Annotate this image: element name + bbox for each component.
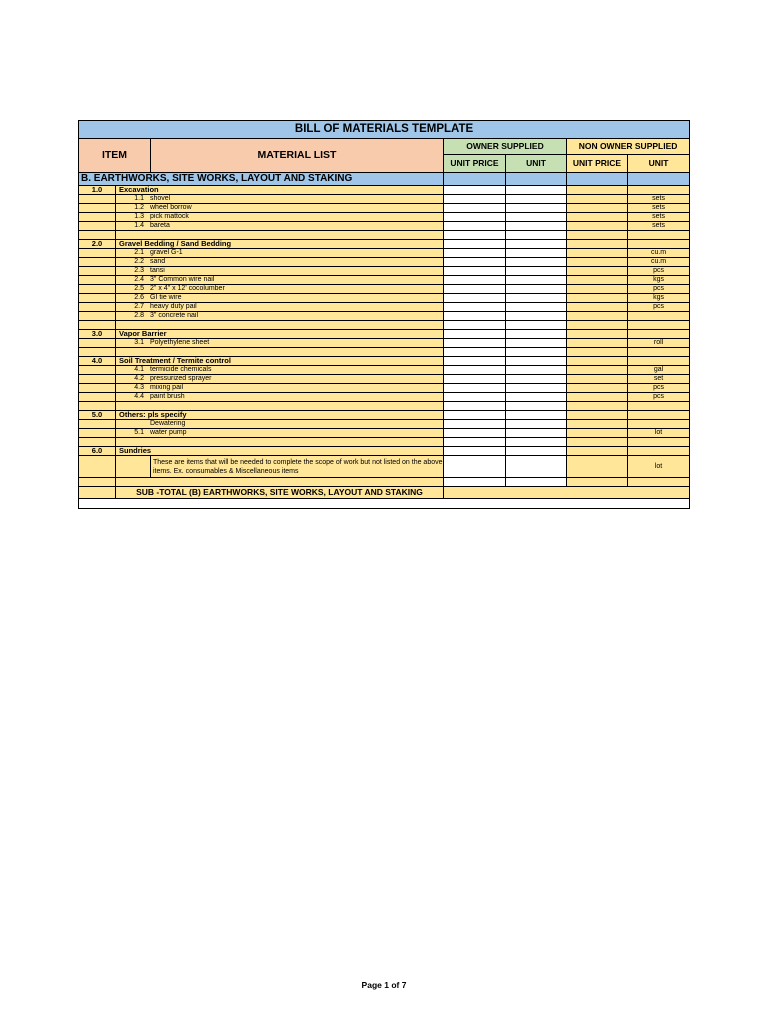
material-name: 3" concrete nail (150, 312, 199, 319)
category-name: Sundries (116, 447, 444, 456)
non-owner-unit-cell (628, 186, 690, 195)
material-row (79, 366, 690, 375)
material-number: 2.1 (134, 249, 144, 256)
owner-unit-cell[interactable] (506, 294, 567, 303)
item-column-header: ITEM (79, 139, 151, 173)
material-name: heavy duty pail (150, 303, 197, 310)
material-number: 5.1 (134, 429, 144, 436)
non-owner-unit-cell: set (628, 375, 690, 384)
non-owner-unit-price-cell (567, 294, 628, 303)
sheet-title: BILL OF MATERIALS TEMPLATE (79, 121, 690, 139)
material-row (79, 384, 690, 393)
owner-unit-price-cell[interactable] (444, 231, 506, 240)
material-row (79, 393, 690, 402)
material-number: 2.6 (134, 294, 144, 301)
non-owner-unit-price-cell (567, 213, 628, 222)
category-name: Gravel Bedding / Sand Bedding (116, 240, 444, 249)
material-cell (116, 402, 444, 411)
item-cell (79, 267, 116, 276)
non-owner-unit-price-cell (567, 276, 628, 285)
owner-unit-cell[interactable] (506, 267, 567, 276)
non-owner-unit-price-cell (567, 366, 628, 375)
material-row (79, 222, 690, 231)
item-cell (79, 456, 116, 478)
owner-unit-price-cell[interactable] (444, 348, 506, 357)
owner-unit-cell[interactable] (506, 222, 567, 231)
page-number: Page 1 of 7 (361, 980, 407, 990)
item-cell (79, 339, 116, 348)
material-cell (116, 429, 444, 438)
owner-unit-cell[interactable] (506, 339, 567, 348)
spacer-row (79, 231, 690, 240)
owner-unit-price-cell[interactable] (444, 429, 506, 438)
non-owner-unit-cell: pcs (628, 285, 690, 294)
material-number: 3.1 (134, 339, 144, 346)
category-number: 1.0 (79, 186, 116, 195)
item-cell (79, 321, 116, 330)
material-number: 1.1 (134, 195, 144, 202)
item-cell (79, 312, 116, 321)
category-row (79, 357, 690, 366)
owner-unit-price-header: UNIT PRICE (444, 155, 506, 173)
owner-unit-cell[interactable] (506, 195, 567, 204)
category-row (79, 411, 690, 420)
material-cell (116, 303, 444, 312)
non-owner-unit-cell (628, 447, 690, 456)
owner-unit-price-cell[interactable] (444, 393, 506, 402)
material-name: gravel G-1 (150, 249, 183, 256)
owner-unit-price-cell[interactable] (444, 420, 506, 429)
material-cell (116, 438, 444, 447)
item-cell (79, 303, 116, 312)
material-list-header: MATERIAL LIST (151, 139, 444, 173)
non-owner-unit-cell (628, 411, 690, 420)
category-number: 4.0 (79, 357, 116, 366)
non-owner-unit-price-header: UNIT PRICE (567, 155, 628, 173)
non-owner-unit-price-cell (567, 357, 628, 366)
owner-unit-cell[interactable] (506, 420, 567, 429)
owner-unit-cell[interactable] (506, 285, 567, 294)
non-owner-unit-cell: kgs (628, 276, 690, 285)
owner-unit-price-cell[interactable] (444, 357, 506, 366)
non-owner-unit-price-cell (567, 195, 628, 204)
category-row (79, 186, 690, 195)
non-owner-unit-cell: sets (628, 213, 690, 222)
material-name: water pump (150, 429, 187, 436)
item-cell (79, 478, 116, 487)
owner-unit-price-cell[interactable] (444, 258, 506, 267)
non-owner-unit-price-cell (567, 330, 628, 339)
non-owner-unit-cell (628, 402, 690, 411)
owner-unit-price-cell[interactable] (444, 204, 506, 213)
non-owner-unit-cell (628, 348, 690, 357)
owner-unit-cell[interactable] (506, 348, 567, 357)
owner-unit-cell[interactable] (506, 411, 567, 420)
owner-unit-price-cell[interactable] (444, 222, 506, 231)
section-cell (444, 173, 506, 186)
owner-unit-price-cell[interactable] (444, 321, 506, 330)
section-cell (506, 173, 567, 186)
material-cell (116, 420, 444, 429)
non-owner-unit-price-cell (567, 267, 628, 276)
non-owner-unit-price-cell (567, 285, 628, 294)
non-owner-unit-cell (628, 420, 690, 429)
item-cell (79, 294, 116, 303)
material-name: wheel borrow (150, 204, 192, 211)
non-owner-unit-cell (628, 438, 690, 447)
spacer-row (79, 402, 690, 411)
non-owner-unit-cell: pcs (628, 384, 690, 393)
category-name: Excavation (116, 186, 444, 195)
material-name: pick mattock (150, 213, 189, 220)
non-owner-unit-cell: kgs (628, 294, 690, 303)
material-number: 2.5 (134, 285, 144, 292)
material-name: GI tie wire (150, 294, 182, 301)
non-owner-unit-cell (628, 312, 690, 321)
sundries-note-row (79, 456, 690, 478)
owner-unit-price-cell[interactable] (444, 339, 506, 348)
material-number: 2.7 (134, 303, 144, 310)
category-name: Vapor Barrier (116, 330, 444, 339)
item-cell (79, 204, 116, 213)
material-number: 4.1 (134, 366, 144, 373)
non-owner-unit-cell (628, 321, 690, 330)
non-owner-unit-cell (628, 478, 690, 487)
owner-unit-price-cell[interactable] (444, 366, 506, 375)
non-owner-unit-price-cell (567, 478, 628, 487)
owner-unit-price-cell[interactable] (444, 411, 506, 420)
non-owner-unit-price-cell (567, 447, 628, 456)
material-row (79, 429, 690, 438)
material-cell (116, 258, 444, 267)
material-row (79, 276, 690, 285)
section-cell (567, 173, 628, 186)
material-row (79, 420, 690, 429)
spacer-row (79, 478, 690, 487)
bom-table (78, 120, 690, 509)
material-number: 1.4 (134, 222, 144, 229)
owner-unit-price-cell[interactable] (444, 478, 506, 487)
non-owner-unit-cell: gal (628, 366, 690, 375)
material-row (79, 375, 690, 384)
material-number: 1.3 (134, 213, 144, 220)
owner-unit-price-cell[interactable] (444, 384, 506, 393)
owner-unit-price-cell[interactable] (444, 195, 506, 204)
material-cell (116, 348, 444, 357)
section-cell (628, 173, 690, 186)
owner-unit-cell[interactable] (506, 478, 567, 487)
category-row (79, 447, 690, 456)
owner-unit-cell[interactable] (506, 303, 567, 312)
item-cell (79, 384, 116, 393)
category-row (79, 240, 690, 249)
non-owner-unit-price-cell (567, 456, 628, 478)
owner-unit-cell[interactable] (506, 186, 567, 195)
material-name: tansi (150, 267, 165, 274)
material-name: termicide chemicals (150, 366, 212, 373)
material-number: 4.3 (134, 384, 144, 391)
non-owner-unit-cell: pcs (628, 267, 690, 276)
owner-unit-price-cell[interactable] (444, 456, 506, 478)
owner-unit-price-cell[interactable] (444, 438, 506, 447)
non-owner-unit-cell: roll (628, 339, 690, 348)
non-owner-unit-price-cell (567, 402, 628, 411)
non-owner-unit-price-cell (567, 339, 628, 348)
material-name: paint brush (150, 393, 185, 400)
material-cell (116, 339, 444, 348)
material-row (79, 303, 690, 312)
category-number: 6.0 (79, 447, 116, 456)
material-cell (116, 384, 444, 393)
material-row (79, 285, 690, 294)
owner-unit-cell[interactable] (506, 312, 567, 321)
material-name: pressurized sprayer (150, 375, 212, 382)
material-row (79, 312, 690, 321)
item-cell (79, 438, 116, 447)
non-owner-unit-price-cell (567, 348, 628, 357)
non-owner-supplied-header: NON OWNER SUPPLIED (567, 139, 690, 155)
non-owner-unit-price-cell (567, 312, 628, 321)
non-owner-unit-price-cell (567, 249, 628, 258)
non-owner-unit-cell (628, 330, 690, 339)
spacer-row (79, 348, 690, 357)
owner-unit-price-cell[interactable] (444, 303, 506, 312)
owner-unit-cell[interactable] (506, 204, 567, 213)
non-owner-unit-price-cell (567, 231, 628, 240)
non-owner-unit-price-cell (567, 240, 628, 249)
section-title: B. EARTHWORKS, SITE WORKS, LAYOUT AND STAKING (79, 173, 444, 186)
non-owner-unit-price-cell (567, 384, 628, 393)
material-number: 2.8 (134, 312, 144, 319)
owner-unit-price-cell[interactable] (444, 330, 506, 339)
item-cell (79, 420, 116, 429)
item-cell (79, 487, 116, 499)
material-name: 3" Common wire nail (150, 276, 215, 283)
material-number: 2.3 (134, 267, 144, 274)
category-name: Soil Treatment / Termite control (116, 357, 444, 366)
item-cell (79, 366, 116, 375)
non-owner-unit-price-cell (567, 393, 628, 402)
material-row (79, 267, 690, 276)
non-owner-unit-price-cell (567, 258, 628, 267)
material-cell (116, 366, 444, 375)
item-cell (79, 393, 116, 402)
non-owner-unit-price-cell (567, 375, 628, 384)
bill-of-materials-sheet (78, 120, 689, 509)
non-owner-unit-cell: pcs (628, 393, 690, 402)
non-owner-unit-price-cell (567, 429, 628, 438)
owner-unit-price-cell[interactable] (444, 276, 506, 285)
subtotal-row (79, 487, 690, 499)
item-cell (79, 348, 116, 357)
non-owner-unit-cell (628, 357, 690, 366)
material-cell (116, 478, 444, 487)
non-owner-unit-cell: cu.m (628, 249, 690, 258)
material-name: bareta (150, 222, 170, 229)
non-owner-unit-price-cell (567, 186, 628, 195)
material-name: mixing pail (150, 384, 184, 391)
owner-unit-price-cell[interactable] (444, 285, 506, 294)
owner-unit-cell[interactable] (506, 240, 567, 249)
subtotal-value (444, 487, 690, 499)
material-number: 4.4 (134, 393, 144, 400)
material-number: 1.2 (134, 204, 144, 211)
category-row (79, 330, 690, 339)
owner-unit-cell[interactable] (506, 456, 567, 478)
material-name: 2" x 4" x 12' cocolumber (150, 285, 225, 292)
material-cell (116, 249, 444, 258)
owner-unit-cell[interactable] (506, 330, 567, 339)
material-cell (116, 195, 444, 204)
owner-unit-cell[interactable] (506, 402, 567, 411)
material-cell (116, 375, 444, 384)
non-owner-unit-price-cell (567, 420, 628, 429)
indent-cell (116, 456, 151, 478)
item-cell (79, 213, 116, 222)
owner-unit-price-cell[interactable] (444, 267, 506, 276)
material-row (79, 195, 690, 204)
non-owner-unit-price-cell (567, 438, 628, 447)
material-cell (116, 294, 444, 303)
material-row (79, 213, 690, 222)
owner-unit-cell[interactable] (506, 249, 567, 258)
category-number: 5.0 (79, 411, 116, 420)
non-owner-unit-price-cell (567, 321, 628, 330)
item-cell (79, 195, 116, 204)
category-name: Others: pls specify (116, 411, 444, 420)
material-cell (116, 213, 444, 222)
non-owner-unit-cell (628, 231, 690, 240)
owner-supplied-header: OWNER SUPPLIED (444, 139, 567, 155)
owner-unit-cell[interactable] (506, 375, 567, 384)
item-cell (79, 429, 116, 438)
item-cell (79, 375, 116, 384)
item-cell (79, 231, 116, 240)
non-owner-unit-price-cell (567, 303, 628, 312)
non-owner-unit-cell: pcs (628, 303, 690, 312)
owner-unit-price-cell[interactable] (444, 375, 506, 384)
sundries-note: These are items that will be needed to complete the scope of work but not listed on the above items. Ex. consumables & Miscellaneous items (151, 456, 444, 478)
owner-unit-cell[interactable] (506, 393, 567, 402)
material-row (79, 204, 690, 213)
total-row (79, 499, 690, 509)
spacer-row (79, 321, 690, 330)
non-owner-unit-cell: sets (628, 195, 690, 204)
non-owner-unit-cell: sets (628, 222, 690, 231)
owner-unit-cell[interactable] (506, 366, 567, 375)
owner-unit-price-cell[interactable] (444, 294, 506, 303)
item-cell (79, 276, 116, 285)
category-number: 2.0 (79, 240, 116, 249)
owner-unit-cell[interactable] (506, 258, 567, 267)
owner-unit-price-cell[interactable] (444, 186, 506, 195)
item-cell (79, 402, 116, 411)
owner-unit-cell[interactable] (506, 321, 567, 330)
non-owner-unit-price-cell (567, 411, 628, 420)
owner-unit-price-cell[interactable] (444, 447, 506, 456)
material-name: shovel (150, 195, 171, 202)
material-row (79, 249, 690, 258)
item-cell (79, 258, 116, 267)
category-number: 3.0 (79, 330, 116, 339)
owner-unit-cell[interactable] (506, 438, 567, 447)
material-row (79, 294, 690, 303)
subtotal-label: SUB -TOTAL (B) EARTHWORKS, SITE WORKS, LAYOUT AND STAKING (116, 487, 444, 499)
non-owner-unit-cell: sets (628, 204, 690, 213)
material-cell (116, 285, 444, 294)
owner-unit-price-cell[interactable] (444, 240, 506, 249)
owner-unit-price-cell[interactable] (444, 249, 506, 258)
material-number: 4.2 (134, 375, 144, 382)
material-cell (116, 222, 444, 231)
non-owner-unit-cell: cu.m (628, 258, 690, 267)
item-cell (79, 285, 116, 294)
non-owner-unit-cell: lot (628, 456, 690, 478)
material-cell (116, 267, 444, 276)
material-number: 2.4 (134, 276, 144, 283)
owner-unit-cell[interactable] (506, 384, 567, 393)
spacer-row (79, 438, 690, 447)
non-owner-unit-price-cell (567, 222, 628, 231)
non-owner-unit-header: UNIT (628, 155, 690, 173)
owner-unit-price-cell[interactable] (444, 213, 506, 222)
material-cell (116, 312, 444, 321)
owner-unit-cell[interactable] (506, 276, 567, 285)
material-cell (116, 276, 444, 285)
material-name: Dewatering (150, 420, 186, 427)
material-number: 2.2 (134, 258, 144, 265)
owner-unit-cell[interactable] (506, 231, 567, 240)
owner-unit-header: UNIT (506, 155, 567, 173)
non-owner-unit-price-cell (567, 204, 628, 213)
owner-unit-cell[interactable] (506, 447, 567, 456)
material-cell (116, 231, 444, 240)
owner-unit-cell[interactable] (506, 429, 567, 438)
owner-unit-cell[interactable] (506, 213, 567, 222)
material-name: sand (150, 258, 166, 265)
material-row (79, 258, 690, 267)
item-cell (79, 249, 116, 258)
owner-unit-price-cell[interactable] (444, 402, 506, 411)
material-cell (116, 321, 444, 330)
material-cell (116, 393, 444, 402)
blank-cell[interactable] (79, 499, 690, 509)
owner-unit-price-cell[interactable] (444, 312, 506, 321)
item-cell (79, 222, 116, 231)
material-cell (116, 204, 444, 213)
material-row (79, 339, 690, 348)
non-owner-unit-cell: lot (628, 429, 690, 438)
non-owner-unit-cell (628, 240, 690, 249)
material-name: Polyethylene sheet (150, 339, 210, 346)
owner-unit-cell[interactable] (506, 357, 567, 366)
